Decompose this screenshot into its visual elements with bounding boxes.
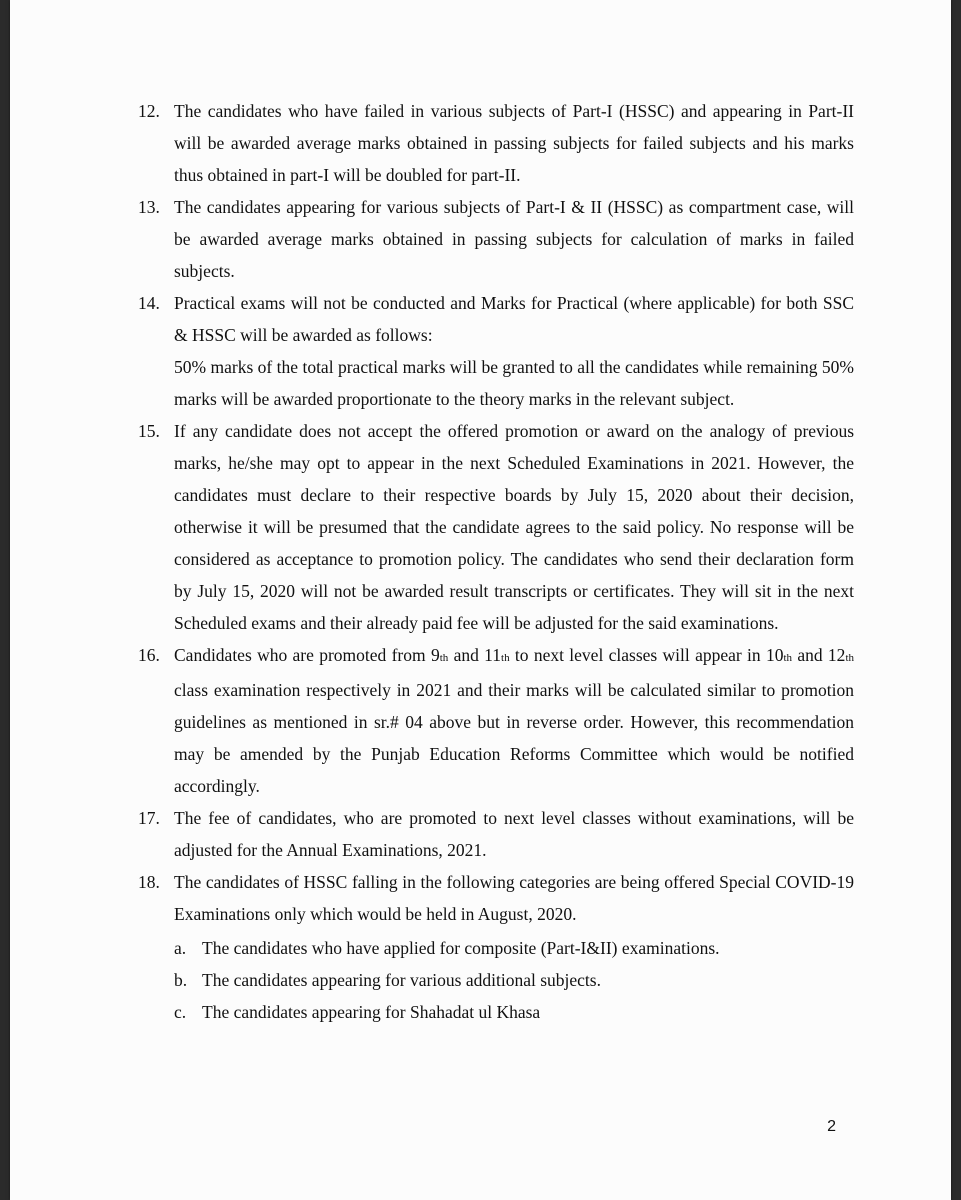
document-page — [10, 0, 951, 1200]
list-item-13 — [138, 191, 854, 287]
list-item-12 — [138, 95, 854, 191]
sub-list — [174, 932, 854, 1028]
item-text: If any candidate does not accept the offered promotion or award on the analogy of previous marks, he/she may opt to appear in the next Scheduled Examinations in 2021. However, the candidates must declare to their respective boards by July 15, 2020 about their decision, otherwise it will be presumed that the candidate agrees to the said policy. No response will be considered as acceptance to promotion policy. The candidates who send their declaration form by July 15, 2020 will not be awarded result transcripts or certificates. They will sit in the next Scheduled exams and their already paid fee will be adjusted for the said examinations. — [174, 421, 854, 633]
list-item-14 — [138, 287, 854, 415]
text-segment: class examination respectively in 2021 and their marks will be calculated similar to promotion guidelines as mentioned in sr.# 04 above but in reverse order. However, this recommendation may be amended by the Punjab Education Reforms Committee which would be notified accordingly. — [174, 680, 854, 796]
item-number: 13. — [138, 197, 160, 217]
list-item-17 — [138, 802, 854, 866]
item-text-continuation: 50% marks of the total practical marks will be granted to all the candidates while remaining 50% marks will be awarded proportionate to the theory marks in the relevant subject. — [174, 357, 854, 409]
item-number: 16. — [138, 645, 160, 665]
text-segment: and 11 — [448, 645, 502, 665]
sub-item-c — [174, 996, 854, 1028]
item-text: Practical exams will not be conducted and Marks for Practical (where applicable) for both SSC & HSSC will be awarded as follows: — [174, 293, 854, 345]
ordinal-suffix: th — [845, 652, 854, 664]
item-text: The candidates of HSSC falling in the following categories are being offered Special COVID-19 Examinations only which would be held in August, 2020. — [174, 872, 854, 924]
page-number: 2 — [827, 1118, 836, 1135]
sub-item-letter: b. — [174, 970, 188, 990]
item-text — [174, 639, 854, 802]
sub-item-text: The candidates who have applied for composite (Part-I&II) examinations. — [202, 938, 720, 958]
item-number: 14. — [138, 293, 160, 313]
ordinal-suffix: th — [501, 652, 510, 664]
item-number: 15. — [138, 421, 160, 441]
item-number: 17. — [138, 808, 160, 828]
sub-item-letter: c. — [174, 1002, 187, 1022]
item-number: 18. — [138, 872, 160, 892]
sub-item-letter: a. — [174, 938, 187, 958]
text-segment: Candidates who are promoted from 9 — [174, 645, 440, 665]
ordinal-suffix: th — [783, 652, 793, 664]
item-number: 12. — [138, 101, 160, 121]
item-text: The candidates who have failed in various subjects of Part-I (HSSC) and appearing in Part-II will be awarded average marks obtained in passing subjects for failed subjects and his marks thus obtained in part-I will be doubled for part-II. — [174, 101, 854, 185]
document-body — [138, 95, 854, 1028]
text-segment: and 12 — [792, 645, 846, 665]
item-text: The candidates appearing for various subjects of Part-I & II (HSSC) as compartment case, will be awarded average marks obtained in passing subjects for calculation of marks in failed subjects. — [174, 197, 854, 281]
sub-item-text: The candidates appearing for Shahadat ul Khasa — [202, 1002, 541, 1022]
sub-item-b — [174, 964, 854, 996]
list-item-15 — [138, 415, 854, 639]
list-item-18 — [138, 866, 854, 1028]
list-item-16 — [138, 639, 854, 802]
text-segment: to next level classes will appear in 10 — [509, 645, 784, 665]
item-text: The fee of candidates, who are promoted to next level classes without examinations, will be adjusted for the Annual Examinations, 2021. — [174, 808, 854, 860]
sub-item-text: The candidates appearing for various additional subjects. — [202, 970, 601, 990]
ordinal-suffix: th — [439, 652, 449, 664]
sub-item-a — [174, 932, 854, 964]
